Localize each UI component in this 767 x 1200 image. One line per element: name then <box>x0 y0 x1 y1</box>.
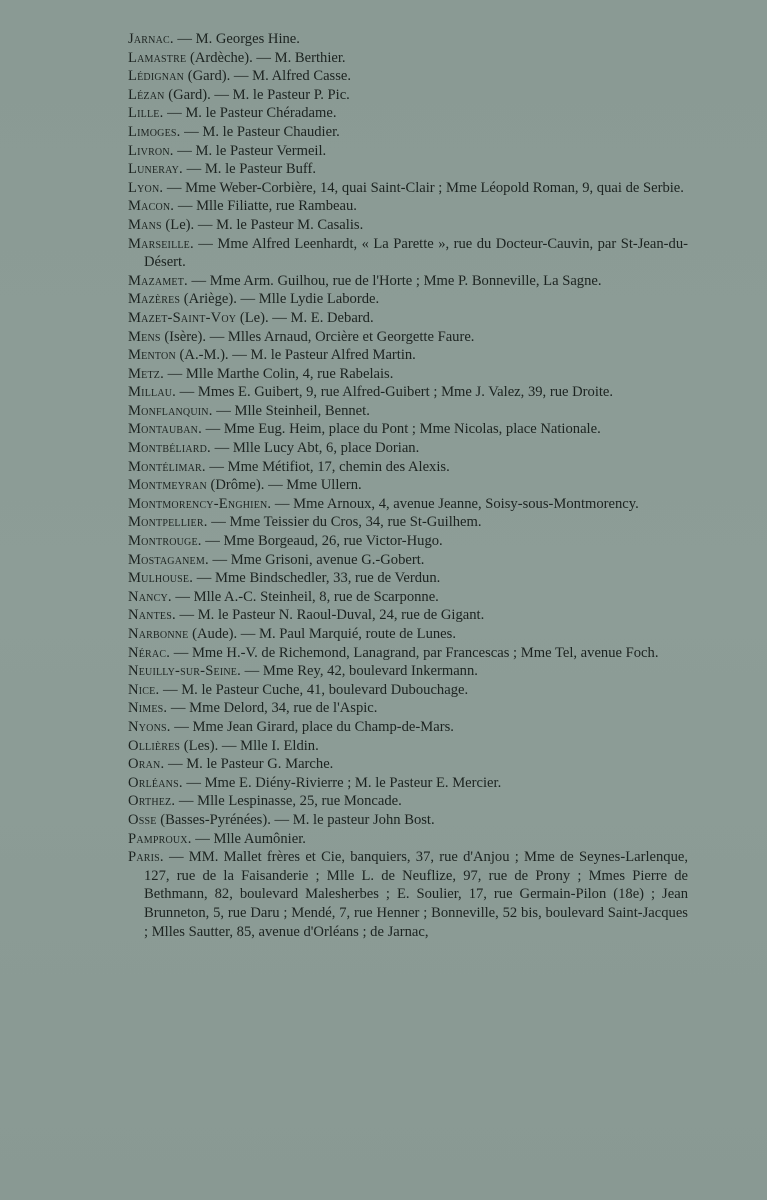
entry-text: — Mlle Lespinasse, 25, rue Moncade. <box>175 793 402 810</box>
directory-entry <box>128 495 688 514</box>
entry-place: Monflanquin. <box>128 402 213 419</box>
entry-text: — M. le Pasteur G. Marche. <box>164 756 334 773</box>
entry-text: — M. le Pasteur Buff. <box>182 161 317 178</box>
directory-entry <box>128 49 688 68</box>
entry-text: — Mme Jean Girard, place du Champ-de-Mars. <box>170 718 454 735</box>
directory-entry <box>128 662 688 681</box>
directory-entry <box>128 86 688 105</box>
directory-entry <box>128 681 688 700</box>
entry-place: Lille. <box>128 105 164 122</box>
entry-place: Montrouge. <box>128 533 202 550</box>
entry-text: — Mlle Marthe Colin, 4, rue Rabelais. <box>163 365 394 382</box>
entry-place: Luneray. <box>128 161 183 178</box>
directory-entry <box>128 774 688 793</box>
directory-entry <box>128 197 688 216</box>
entry-text: — Mme H.-V. de Richemond, Lanagrand, par Francescas ; Mme Tel, avenue Foch. <box>170 644 659 661</box>
directory-entry <box>128 420 688 439</box>
directory-entry <box>128 737 688 756</box>
entry-text: (Les). — Mlle I. Eldin. <box>180 737 319 754</box>
directory-entry <box>128 439 688 458</box>
entry-text: — M. le Pasteur Chaudier. <box>180 123 340 140</box>
entry-text: (Le). — M. le Pasteur M. Casalis. <box>161 216 364 233</box>
directory-entry <box>128 644 688 663</box>
entry-text: — Mlle A.-C. Steinheil, 8, rue de Scarponne. <box>171 588 439 605</box>
entry-text: — Mme E. Diény-Rivierre ; M. le Pasteur E. Mercier. <box>182 774 502 791</box>
entry-place: Lézan <box>128 86 165 103</box>
entry-text: (Le). — M. E. Debard. <box>236 309 374 326</box>
entry-text: — Mme Teissier du Cros, 34, rue St-Guilhem. <box>207 514 482 531</box>
entry-text: — Mme Rey, 42, boulevard Inkermann. <box>240 663 478 680</box>
entry-place: Mens <box>128 328 161 345</box>
entry-place: Orthez. <box>128 793 176 810</box>
entry-place: Mazères <box>128 291 181 308</box>
entry-place: Orléans. <box>128 774 183 791</box>
entry-place: Lédignan <box>128 68 185 85</box>
directory-entry <box>128 402 688 421</box>
entry-place: Montauban. <box>128 421 202 438</box>
directory-entry <box>128 383 688 402</box>
entry-place: Oran. <box>128 756 165 773</box>
directory-entry <box>128 848 688 941</box>
entry-text: — Mlle Aumônier. <box>191 830 306 847</box>
directory-entry <box>128 588 688 607</box>
directory-entry <box>128 551 688 570</box>
directory-entry <box>128 160 688 179</box>
entry-text: — MM. Mallet frères et Cie, banquiers, 37, rue d'Anjou ; Mme de Seynes-Larlenque, 127, rue de la Faisanderie ; Mlle L. de Neuflize, 97, rue de Prony ; Mmes Pierre de Bethmann, 82, boulevard Malesherbes ; E. Soulier, 17, rue Germain-Pilon (18e) ; Jean Brunneton, 5, rue Daru ; Mendé, 7, rue Henner ; Bonneville, 52 bis, boulevard Saint-Jacques ; Mlles Sautter, 85, avenue d'Orléans ; de Jarnac, <box>144 849 688 940</box>
directory-entry <box>128 458 688 477</box>
entry-place: Marseille. <box>128 235 194 252</box>
directory-entry <box>128 272 688 291</box>
entry-place: Montpellier. <box>128 514 208 531</box>
entry-place: Mulhouse. <box>128 570 194 587</box>
entry-text: — Mme Métifiot, 17, chemin des Alexis. <box>205 458 450 475</box>
entry-text: — Mlle Steinheil, Bennet. <box>212 402 370 419</box>
entry-place: Millau. <box>128 384 177 401</box>
entry-place: Nice. <box>128 681 160 698</box>
entry-place: Livron. <box>128 142 174 159</box>
directory-entry <box>128 179 688 198</box>
directory-entry <box>128 532 688 551</box>
directory-entry <box>128 365 688 384</box>
entry-text: — Mlle Filiatte, rue Rambeau. <box>174 198 357 215</box>
entry-text: (Drôme). — Mme Ullern. <box>206 477 362 494</box>
entry-text: — Mme Arm. Guilhou, rue de l'Horte ; Mme P. Bonneville, La Sagne. <box>187 272 602 289</box>
entry-text: (Ariège). — Mlle Lydie Laborde. <box>180 291 380 308</box>
entry-place: Pamproux. <box>128 830 192 847</box>
entry-text: (Isère). — Mlles Arnaud, Orcière et Georgette Faure. <box>160 328 475 345</box>
entry-place: Mazamet. <box>128 272 188 289</box>
entry-place: Menton <box>128 347 176 364</box>
directory-entry <box>128 699 688 718</box>
directory-list <box>128 30 688 941</box>
entry-text: (Basses-Pyrénées). — M. le pasteur John Bost. <box>156 811 435 828</box>
entry-place: Jarnac. <box>128 31 174 47</box>
entry-place: Lamastre <box>128 49 187 66</box>
entry-text: — Mme Alfred Leenhardt, « La Parette », rue du Docteur-Cauvin, par St-Jean-du-Désert. <box>144 235 688 271</box>
directory-entry <box>128 216 688 235</box>
entry-place: Nimes. <box>128 700 168 717</box>
entry-place: Paris. <box>128 849 164 866</box>
entry-place: Limoges. <box>128 123 181 140</box>
entry-place: Osse <box>128 811 157 828</box>
entry-text: — Mme Grisoni, avenue G.-Gobert. <box>208 551 425 568</box>
directory-entry <box>128 328 688 347</box>
directory-entry <box>128 718 688 737</box>
directory-entry <box>128 142 688 161</box>
directory-entry <box>128 569 688 588</box>
entry-place: Nancy. <box>128 588 172 605</box>
entry-place: Ollières <box>128 737 181 754</box>
entry-text: — M. le Pasteur Cuche, 41, boulevard Dubouchage. <box>159 681 469 698</box>
entry-place: Montmorency-Enghien. <box>128 495 272 512</box>
entry-text: — Mlle Lucy Abt, 6, place Dorian. <box>210 440 420 457</box>
directory-entry <box>128 346 688 365</box>
entry-text: (Gard). — M. Alfred Casse. <box>184 68 352 85</box>
entry-text: — Mme Delord, 34, rue de l'Aspic. <box>167 700 378 717</box>
entry-text: — Mme Weber-Corbière, 14, quai Saint-Clair ; Mme Léopold Roman, 9, quai de Serbie. <box>163 179 684 196</box>
entry-place: Macon. <box>128 198 175 215</box>
entry-place: Montélimar. <box>128 458 206 475</box>
entry-place: Neuilly-sur-Seine. <box>128 663 241 680</box>
entry-text: (Gard). — M. le Pasteur P. Pic. <box>164 86 350 103</box>
entry-place: Metz. <box>128 365 164 382</box>
entry-place: Mostaganem. <box>128 551 209 568</box>
entry-place: Mazet-Saint-Voy <box>128 309 237 326</box>
entry-text: — M. Georges Hine. <box>173 31 300 47</box>
entry-text: — Mmes E. Guibert, 9, rue Alfred-Guibert ; Mme J. Valez, 39, rue Droite. <box>176 384 614 401</box>
entry-text: — Mme Arnoux, 4, avenue Jeanne, Soisy-sous-Montmorency. <box>271 495 639 512</box>
directory-entry <box>128 235 688 272</box>
entry-text: — Mme Eug. Heim, place du Pont ; Mme Nicolas, place Nationale. <box>201 421 601 438</box>
entry-place: Mans <box>128 216 162 233</box>
directory-entry <box>128 606 688 625</box>
entry-place: Nyons. <box>128 718 171 735</box>
entry-text: (A.-M.). — M. le Pasteur Alfred Martin. <box>175 347 416 364</box>
directory-entry <box>128 309 688 328</box>
directory-entry <box>128 290 688 309</box>
entry-place: Nantes. <box>128 607 176 624</box>
directory-entry <box>128 104 688 123</box>
directory-entry <box>128 755 688 774</box>
directory-entry <box>128 67 688 86</box>
entry-place: Montmeyran <box>128 477 207 494</box>
directory-entry <box>128 123 688 142</box>
entry-text: — M. le Pasteur Vermeil. <box>173 142 327 159</box>
entry-text: — M. le Pasteur Chéradame. <box>163 105 337 122</box>
directory-entry <box>128 30 688 49</box>
entry-text: — Mme Bindschedler, 33, rue de Verdun. <box>193 570 441 587</box>
entry-place: Narbonne <box>128 626 189 642</box>
directory-entry <box>128 513 688 532</box>
entry-place: Lyon. <box>128 179 164 196</box>
directory-entry <box>128 625 688 644</box>
directory-entry <box>128 792 688 811</box>
entry-text: — M. le Pasteur N. Raoul-Duval, 24, rue de Gigant. <box>175 607 485 624</box>
directory-entry <box>128 476 688 495</box>
entry-place: Montbéliard. <box>128 440 211 457</box>
entry-text: — Mme Borgeaud, 26, rue Victor-Hugo. <box>201 533 443 550</box>
directory-entry <box>128 811 688 830</box>
entry-text: (Ardèche). — M. Berthier. <box>186 49 346 66</box>
entry-place: Nérac. <box>128 644 171 661</box>
directory-entry <box>128 830 688 849</box>
entry-text: (Aude). — M. Paul Marquié, route de Lunes. <box>188 626 456 642</box>
